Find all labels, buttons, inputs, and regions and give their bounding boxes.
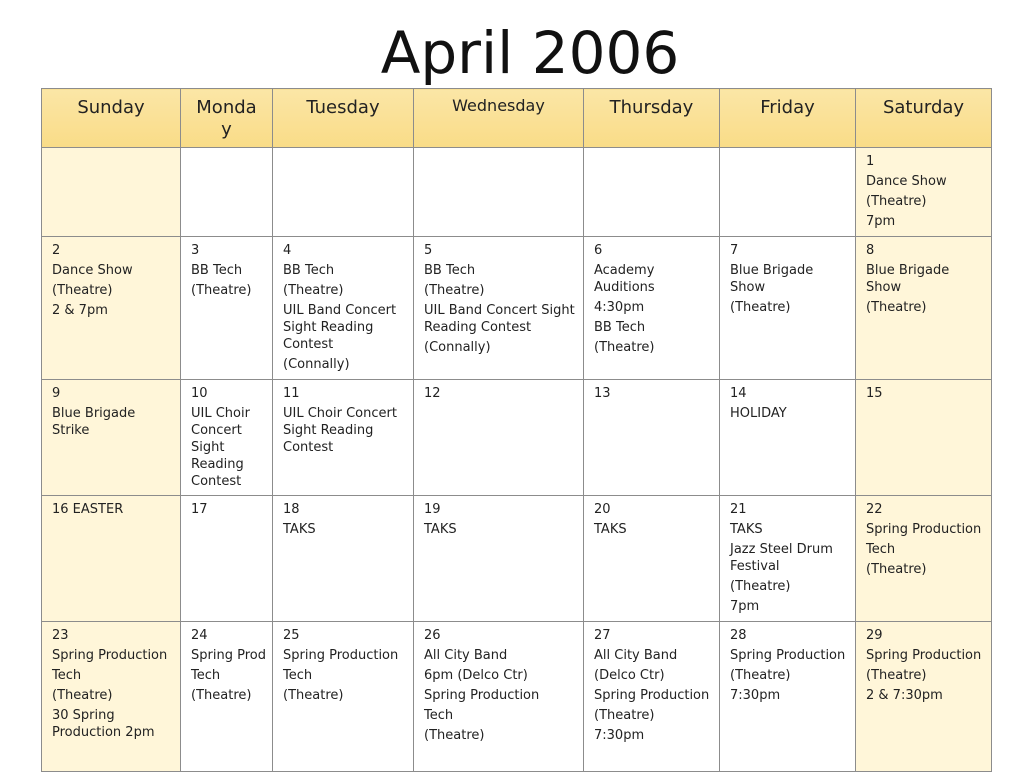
day-cell-content [181,380,272,490]
event-text: (Theatre) [424,283,485,298]
day-number: 25 [283,628,300,643]
event-text: (Theatre) [594,340,655,355]
event-text: (Theatre) [730,668,791,683]
event-text: Tech [191,668,221,683]
day-cell[interactable] [584,237,720,380]
day-number: 9 [52,386,61,401]
day-number: 3 [191,243,200,258]
week-row [42,148,992,237]
event-text: (Theatre) [866,562,927,577]
event-text: (Connally) [283,357,350,372]
event-text: Spring Production [866,522,982,537]
event-text: (Connally) [424,340,491,355]
day-cell-content [584,622,719,744]
day-number: 2 [52,243,61,258]
event-text: 30 Spring Production 2pm [52,708,155,740]
day-cell[interactable] [42,622,181,772]
day-cell-content [181,496,272,518]
event-text: BB Tech [424,263,476,278]
day-cell[interactable] [584,622,720,772]
day-cell[interactable] [856,380,992,496]
day-cell[interactable] [42,496,181,622]
event-text: Spring Production [866,648,982,663]
event-text: TAKS [594,522,627,537]
day-cell[interactable] [273,622,414,772]
empty-day-cell[interactable] [584,148,720,237]
day-cell-content [414,148,583,153]
day-number: 24 [191,628,208,643]
day-cell[interactable] [856,496,992,622]
day-cell[interactable] [856,148,992,237]
day-cell[interactable] [42,380,181,496]
day-number: 1 [866,154,875,169]
day-cell-content [42,496,180,518]
day-cell-content [856,622,991,704]
event-text: TAKS [424,522,457,537]
event-text: (Theatre) [594,708,655,723]
day-cell[interactable] [42,237,181,380]
event-text: 6pm (Delco Ctr) [424,668,528,683]
day-cell-content [42,148,180,153]
weekday-label: Monda [196,97,257,118]
day-number: 21 [730,502,747,517]
event-text: 2 & 7pm [52,303,108,318]
day-cell-content [584,380,719,402]
day-cell[interactable] [720,380,856,496]
empty-day-cell[interactable] [42,148,181,237]
day-number: 10 [191,386,208,401]
day-cell-content [856,237,991,316]
event-text: Spring Production [283,648,399,663]
calendar-title: April 2006 [380,19,680,87]
event-text: (Theatre) [52,283,113,298]
event-text: (Theatre) [191,283,252,298]
event-text: 7:30pm [730,688,781,703]
event-text: UIL Band Concert Sight Reading Contest [424,303,575,335]
day-number: 7 [730,243,739,258]
event-text: HOLIDAY [730,406,787,421]
event-text: 2 & 7:30pm [866,688,943,703]
event-text: TAKS [283,522,316,537]
day-number: 4 [283,243,292,258]
event-text: 7pm [866,214,896,229]
week-row [42,622,992,772]
weekday-header-thursday [584,89,720,148]
day-cell-content [856,148,991,230]
day-number: 12 [424,386,441,401]
day-cell-content [584,496,719,538]
day-cell[interactable] [856,622,992,772]
day-cell[interactable] [181,496,273,622]
event-text: (Theatre) [191,688,252,703]
event-text: 7:30pm [594,728,645,743]
day-cell-content [42,237,180,319]
day-cell[interactable] [856,237,992,380]
event-text: Dance Show [866,174,947,189]
weekday-label: y [221,119,232,140]
day-cell-content [42,380,180,439]
event-text: (Theatre) [730,579,791,594]
event-text: Spring Production [730,648,846,663]
weekday-header-sunday [42,89,181,148]
weekday-label: Saturday [882,97,965,118]
event-text: (Theatre) [424,728,485,743]
weekday-label: Thursday [609,97,694,118]
event-text: Tech [52,668,82,683]
weekday-header-row [42,89,992,148]
event-text: (Theatre) [866,194,927,209]
event-text: 4:30pm [594,300,645,315]
day-cell-content [720,622,855,704]
event-text: Spring Production [594,688,710,703]
day-number: 26 [424,628,441,643]
weekday-header-wednesday [414,89,584,148]
day-number: 15 [866,386,883,401]
day-cell-content [720,148,855,153]
event-text: (Theatre) [283,688,344,703]
day-cell[interactable] [584,496,720,622]
empty-day-cell[interactable] [414,148,584,237]
event-text: TAKS [730,522,763,537]
day-number: 29 [866,628,883,643]
event-text: UIL Choir Concert Sight Reading Contest [191,406,250,489]
event-text: BB Tech [283,263,335,278]
day-cell[interactable] [414,496,584,622]
day-cell-content [42,622,180,741]
day-cell-content [414,380,583,402]
day-cell[interactable] [273,380,414,496]
week-row [42,380,992,496]
empty-day-cell[interactable] [181,148,273,237]
day-cell[interactable] [720,622,856,772]
day-cell-content [720,496,855,615]
event-text: All City Band [424,648,508,663]
calendar-grid [41,88,992,772]
day-cell-content [273,496,413,538]
day-cell-content [856,380,991,402]
day-number: 8 [866,243,875,258]
day-number: 19 [424,502,441,517]
event-text: Blue Brigade Show [730,263,814,295]
day-cell-content [181,237,272,299]
day-cell[interactable] [273,237,414,380]
weekday-header-friday [720,89,856,148]
day-cell[interactable] [414,380,584,496]
day-cell-content [273,148,413,153]
day-number: 14 [730,386,747,401]
day-number: 18 [283,502,300,517]
day-cell-content [584,237,719,356]
event-text: Academy Auditions [594,263,655,295]
event-text: (Theatre) [730,300,791,315]
day-cell-content [181,622,272,704]
weekday-label: Wednesday [452,96,545,115]
weekday-header-monday [181,89,273,148]
event-text: Tech [424,708,454,723]
empty-day-cell[interactable] [273,148,414,237]
day-cell[interactable] [414,622,584,772]
event-text: Tech [866,542,896,557]
event-text: (Delco Ctr) [594,668,665,683]
day-cell[interactable] [181,237,273,380]
day-cell[interactable] [720,496,856,622]
event-text: BB Tech [191,263,243,278]
day-cell-content [181,148,272,153]
event-text: 7pm [730,599,760,614]
day-cell[interactable] [273,496,414,622]
day-number: 22 [866,502,883,517]
event-text: Spring Prod [191,648,266,663]
weekday-label: Friday [760,97,815,118]
weekday-label: Tuesday [306,97,380,118]
event-text: Spring Production [52,648,168,663]
day-number: 6 [594,243,603,258]
event-text: Spring Production [424,688,540,703]
day-cell[interactable] [584,380,720,496]
event-text: Blue Brigade Show [866,263,950,295]
event-text: Jazz Steel Drum Festival [730,542,833,574]
day-cell-content [273,380,413,456]
event-text: (Theatre) [283,283,344,298]
week-row [42,237,992,380]
event-text: Tech [283,668,313,683]
day-number: 5 [424,243,433,258]
day-number: 27 [594,628,611,643]
week-row [42,496,992,622]
event-text: Blue Brigade Strike [52,406,136,438]
day-number: 23 [52,628,69,643]
event-text: (Theatre) [866,668,927,683]
day-number: 17 [191,502,208,517]
day-cell-content [720,237,855,316]
day-cell[interactable] [181,380,273,496]
event-text: All City Band [594,648,678,663]
day-number: 28 [730,628,747,643]
weekday-header-saturday [856,89,992,148]
day-cell-content [720,380,855,422]
day-cell-content [584,148,719,153]
day-cell[interactable] [414,237,584,380]
day-number: 20 [594,502,611,517]
event-text: (Theatre) [52,688,113,703]
weekday-label: Sunday [77,97,145,118]
day-cell[interactable] [720,237,856,380]
day-cell-content [414,237,583,356]
event-text: (Theatre) [866,300,927,315]
day-number: 11 [283,386,300,401]
event-text: UIL Band Concert Sight Reading Contest [283,303,397,352]
day-cell[interactable] [181,622,273,772]
day-number: 16 EASTER [52,502,124,517]
day-cell-content [856,496,991,578]
day-number: 13 [594,386,611,401]
day-cell-content [273,237,413,373]
day-cell-content [273,622,413,704]
event-text: BB Tech [594,320,646,335]
day-cell-content [414,496,583,538]
event-text: UIL Choir Concert Sight Reading Contest [283,406,397,455]
weekday-header-tuesday [273,89,414,148]
empty-day-cell[interactable] [720,148,856,237]
event-text: Dance Show [52,263,133,278]
day-cell-content [414,622,583,744]
